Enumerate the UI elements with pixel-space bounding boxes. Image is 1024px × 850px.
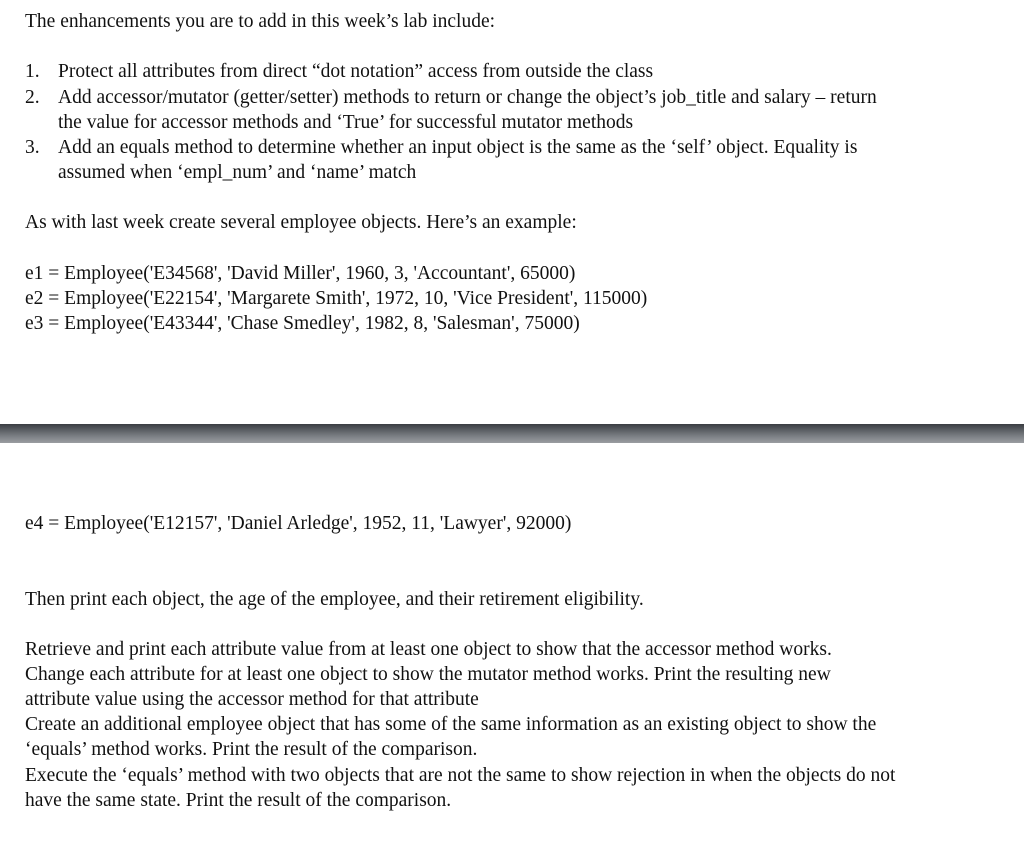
code-line-e1: e1 = Employee('E34568', 'David Miller', 1960, 3, 'Accountant', 65000) [25,263,576,284]
list-item-3-line-1: Add an equals method to determine whether an input object is the same as the ‘self’ object. Equality is [58,137,858,158]
final-line-7: have the same state. Print the result of the comparison. [25,790,452,811]
final-line-5: ‘equals’ method works. Print the result of the comparison. [25,739,478,760]
list-number-3: 3. [25,137,40,158]
code-line-e3: e3 = Employee('E43344', 'Chase Smedley', 1982, 8, 'Salesman', 75000) [25,313,580,334]
final-line-3: attribute value using the accessor method for that attribute [25,689,479,710]
example-intro-text: As with last week create several employee objects. Here’s an example: [25,212,577,233]
list-item-2-line-1: Add accessor/mutator (getter/setter) methods to return or change the object’s job_title and salary – return [58,87,877,108]
list-number-1: 1. [25,61,40,82]
page-divider [0,424,1024,443]
final-line-2: Change each attribute for at least one object to show the mutator method works. Print the resulting new [25,664,831,685]
document-page-top [0,0,1024,424]
final-line-6: Execute the ‘equals’ method with two objects that are not the same to show rejection in when the objects do not [25,765,896,786]
code-line-e2: e2 = Employee('E22154', 'Margarete Smith', 1972, 10, 'Vice President', 115000) [25,288,648,309]
final-line-4: Create an additional employee object that has some of the same information as an existing object to show the [25,714,877,735]
print-instruction-text: Then print each object, the age of the employee, and their retirement eligibility. [25,589,644,610]
list-item-2-line-2: the value for accessor methods and ‘True’ for successful mutator methods [58,112,634,133]
list-number-2: 2. [25,87,40,108]
code-line-e4: e4 = Employee('E12157', 'Daniel Arledge', 1952, 11, 'Lawyer', 92000) [25,513,572,534]
list-item-3-line-2: assumed when ‘empl_num’ and ‘name’ match [58,162,417,183]
document-page-bottom [0,443,1024,850]
intro-text: The enhancements you are to add in this week’s lab include: [25,11,496,32]
final-line-1: Retrieve and print each attribute value from at least one object to show that the accessor method works. [25,639,832,660]
list-item-1-line-1: Protect all attributes from direct “dot notation” access from outside the class [58,61,654,82]
